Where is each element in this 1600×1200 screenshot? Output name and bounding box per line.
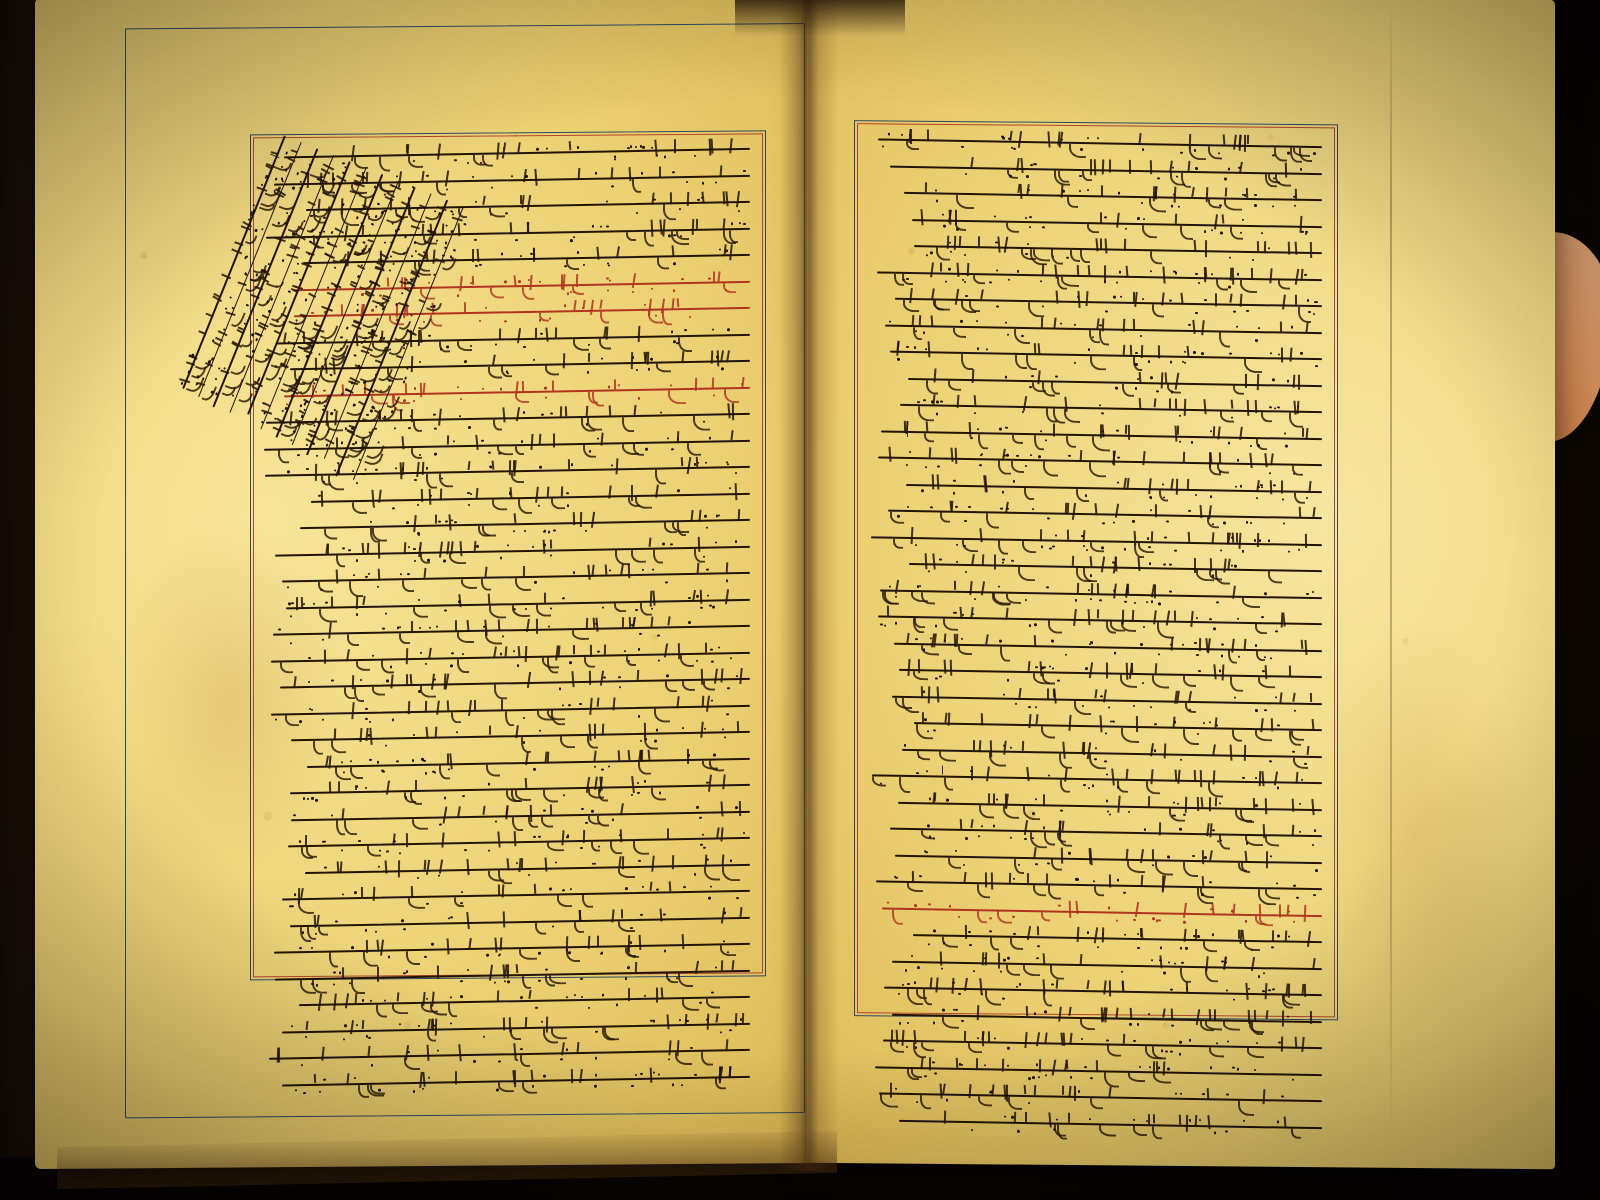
text-line — [870, 265, 1322, 294]
text-line — [870, 344, 1322, 373]
text-line — [870, 848, 1322, 877]
text-line — [870, 609, 1322, 638]
text-line — [266, 539, 750, 569]
text-line — [870, 742, 1322, 771]
text-line — [870, 291, 1322, 320]
text-line — [870, 530, 1322, 559]
text-line — [870, 132, 1322, 161]
text-line — [870, 1033, 1322, 1062]
text-line — [870, 1086, 1322, 1115]
spine-shadow — [735, 0, 905, 36]
text-line — [870, 980, 1322, 1009]
text-line — [266, 804, 750, 834]
text-line — [870, 795, 1322, 824]
verso-page — [35, 0, 810, 1169]
text-line — [870, 901, 1322, 930]
text-line — [870, 159, 1322, 188]
text-line — [870, 238, 1322, 267]
text-line — [870, 689, 1322, 718]
text-line — [870, 371, 1322, 400]
text-line — [266, 910, 750, 940]
text-line — [266, 592, 750, 622]
text-line — [266, 698, 750, 728]
text-line — [870, 715, 1322, 744]
text-line — [870, 424, 1322, 453]
text-line — [266, 778, 750, 808]
text-line — [870, 636, 1322, 665]
text-line — [266, 831, 750, 861]
text-line — [870, 1007, 1322, 1036]
recto-crease — [1390, 2, 1392, 1132]
text-line — [870, 318, 1322, 347]
text-line — [870, 927, 1322, 956]
text-line — [266, 645, 750, 675]
text-line — [870, 185, 1322, 214]
book-spread — [35, 0, 1555, 1181]
text-line — [870, 212, 1322, 241]
text-line — [870, 1060, 1322, 1089]
text-line — [870, 583, 1322, 612]
text-line — [870, 556, 1322, 585]
book-gutter — [779, 0, 839, 1171]
text-line — [266, 937, 750, 967]
recto-page — [807, 0, 1555, 1169]
text-line — [266, 751, 750, 781]
text-line — [870, 874, 1322, 903]
text-line — [266, 566, 750, 596]
text-line — [870, 503, 1322, 532]
text-line — [266, 725, 750, 755]
text-line — [870, 397, 1322, 426]
text-line — [266, 884, 750, 914]
text-line — [870, 1113, 1322, 1142]
recto-text-block — [870, 132, 1322, 1008]
text-line — [870, 477, 1322, 506]
text-line — [870, 821, 1322, 850]
text-line — [870, 768, 1322, 797]
paper-stain-recto — [1315, 617, 1525, 1039]
recto-text-frame — [857, 123, 1335, 1017]
text-line — [266, 857, 750, 887]
